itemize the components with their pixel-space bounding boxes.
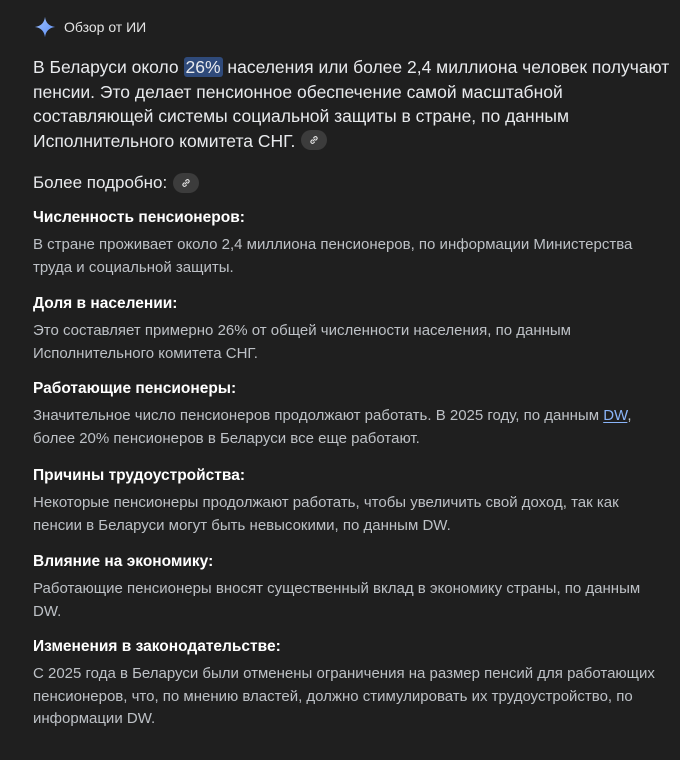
section-title: Изменения в законодательстве: — [33, 638, 281, 655]
section-body: Некоторые пенсионеры продолжают работать, чтобы увеличить свой доход, так как пенсии в Беларуси могут быть невысокими, по данным DW. — [33, 494, 619, 534]
highlight-percentage: 26% — [185, 57, 221, 77]
section-title: Причины трудоустройства: — [33, 467, 245, 484]
link-icon — [180, 177, 192, 189]
more-details-text: Более подробно: — [33, 173, 168, 192]
link-icon — [308, 134, 320, 146]
intro-source-link-button[interactable] — [301, 130, 327, 150]
header-title: Обзор от ИИ — [64, 19, 147, 35]
section-body — [33, 405, 658, 450]
section-population-share — [33, 294, 658, 365]
section-title: Численность пенсионеров: — [33, 209, 245, 226]
section-working-pensioners — [33, 379, 658, 450]
ai-overview-header — [34, 15, 146, 39]
intro-paragraph — [33, 55, 673, 153]
section-economy-impact — [33, 552, 658, 623]
sparkle-icon — [34, 16, 56, 38]
section-body: В стране проживает около 2,4 миллиона пенсионеров, по информации Министерства труда и социальной защиты. — [33, 236, 633, 276]
section-employment-reasons — [33, 466, 658, 537]
section-body-after: , более 20% пенсионеров в Беларуси все еще работают. — [33, 407, 632, 447]
dw-source-link[interactable]: DW — [603, 407, 628, 424]
section-legislation-changes — [33, 637, 658, 731]
section-pensioners-count — [33, 208, 658, 279]
section-body: Работающие пенсионеры вносят существенный вклад в экономику страны, по данным DW. — [33, 580, 641, 620]
section-title: Работающие пенсионеры: — [33, 380, 237, 397]
section-body: Это составляет примерно 26% от общей численности населения, по данным Исполнительного комитета СНГ. — [33, 322, 571, 362]
section-title: Доля в населении: — [33, 295, 178, 312]
section-body: С 2025 года в Беларуси были отменены ограничения на размер пенсий для работающих пенсионеров, что, по мнению властей, должно стимулировать их трудоустройство, по информации DW. — [33, 665, 655, 727]
intro-text-after: населения или более 2,4 миллиона человек получают пенсии. Это делает пенсионное обеспечение самой масштабной составляющей системы социальной защиты в стране, по данным Исполнительного комитета СНГ. — [33, 57, 670, 151]
section-body-before: Значительное число пенсионеров продолжают работать. В 2025 году, по данным — [33, 407, 604, 424]
section-title: Влияние на экономику: — [33, 553, 214, 570]
intro-text-before: В Беларуси около — [33, 57, 184, 77]
more-details-link-button[interactable] — [173, 173, 199, 193]
more-details-label — [33, 173, 199, 193]
